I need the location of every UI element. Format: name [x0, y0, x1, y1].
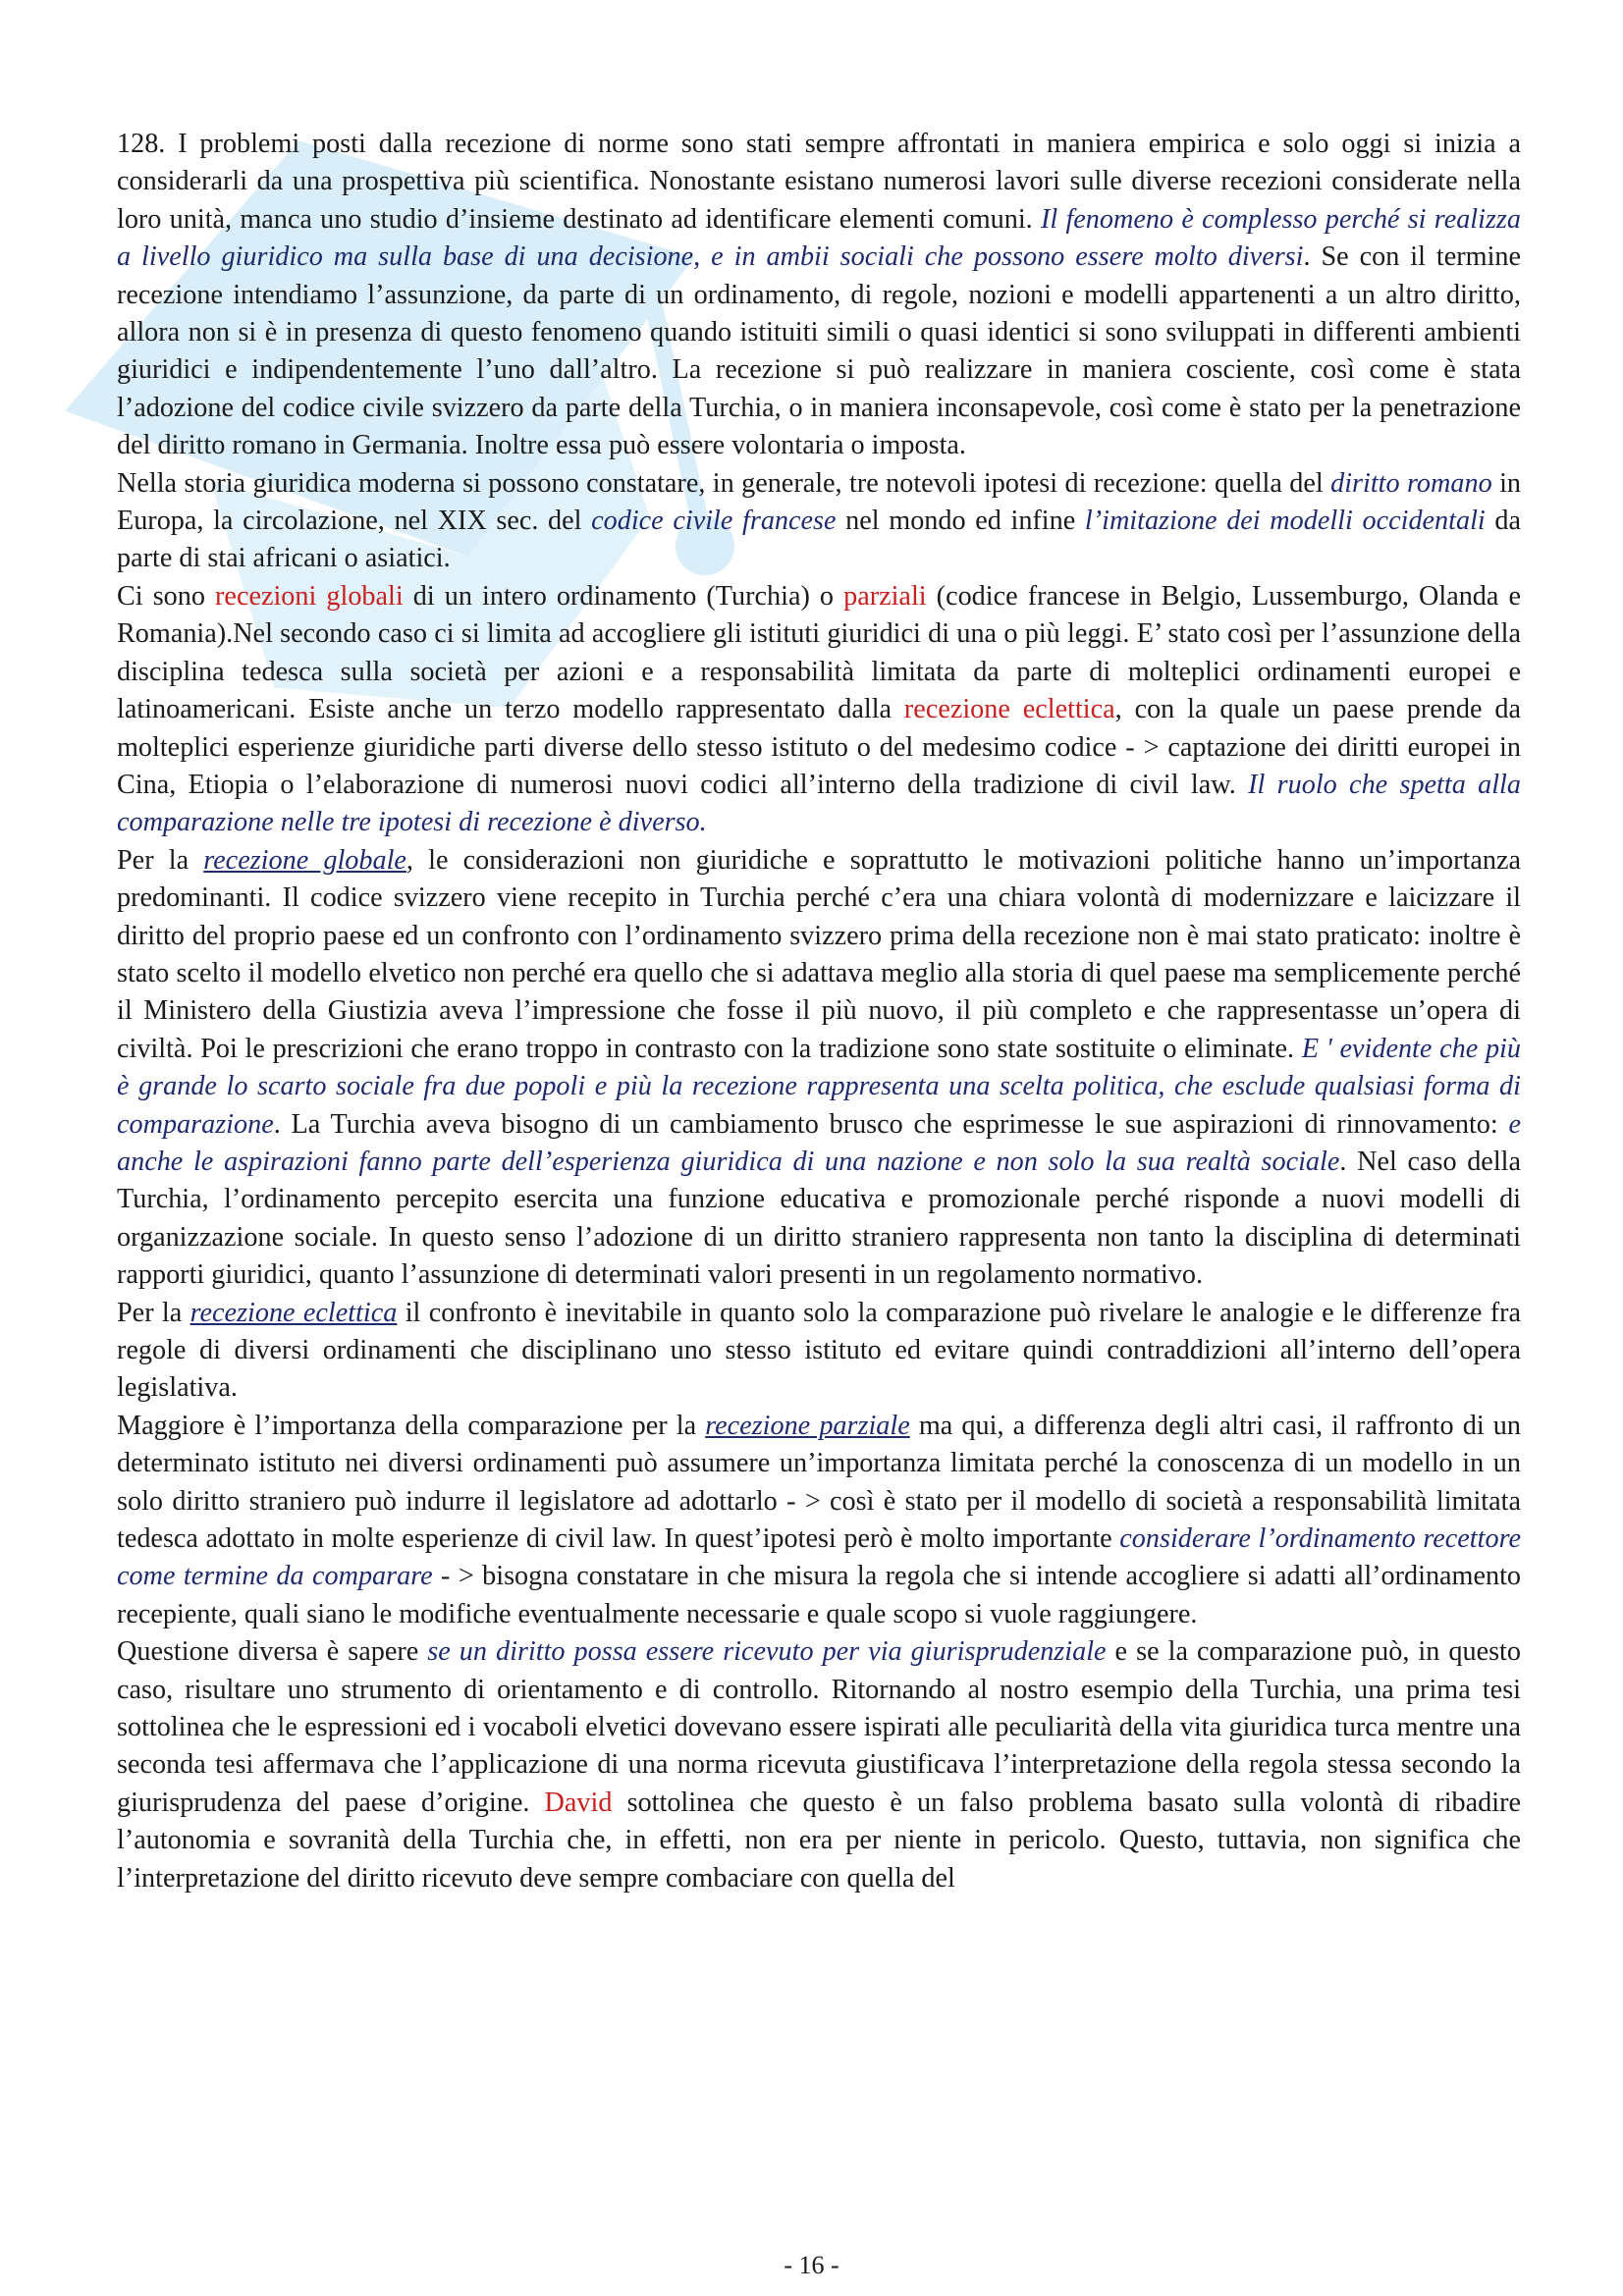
highlighted-term: David — [544, 1787, 613, 1818]
underlined-term: recezione eclettica — [189, 1297, 398, 1328]
italic-emphasis: Il fenomeno è complesso perché si realizza a livello giuridico ma sulla base di una decisione, e in ambii sociali che possono essere molto diversi — [117, 203, 1521, 273]
italic-emphasis: e anche le aspirazioni fanno parte dell’esperienza giuridica di una nazione e non solo la sua realtà sociale — [117, 1108, 1521, 1177]
text-run: sottolinea che questo è un falso problema basato sulla volontà di ribadire l’autonomia e sovranità della Turchia che, in effetti, non era per niente in pericolo. Questo, tuttavia, non significa che l’interpretazione del diritto ricevuto deve sempre combaciare con quella del — [117, 1787, 1521, 1894]
highlighted-term: recezione eclettica — [903, 694, 1115, 725]
text-run: (codice francese in Belgio, Lussemburgo, Olanda e Romania).Nel secondo caso ci si limita ad accogliere gli istituti giuridici di una o più leggi. E’ stato così per l’assunzione della disciplina tedesca sulla società per azioni e a responsabilità limitata da parte di molteplici ordinamenti europei e latinoamericani. Esiste anche un terzo modello rappresentato dalla — [117, 580, 1521, 725]
italic-emphasis: E ' evidente che più è grande lo scarto sociale fra due popoli e più la recezione rappresenta una scelta politica, che esclude qualsiasi forma di comparazione — [117, 1033, 1521, 1140]
paragraph — [117, 1633, 1521, 1897]
text-run: . Nel caso della Turchia, l’ordinamento percepito esercita una funzione educativa e promozionale perché risponde a nuovi modelli di organizzazione sociale. In questo senso l’adozione di un diritto straniero rappresenta non tanto la disciplina di determinati rapporti giuridici, quanto l’assunzione di determinati valori presenti in un regolamento normativo. — [117, 1146, 1521, 1291]
page-number: - 16 - — [784, 2251, 839, 2279]
text-run: Maggiore è l’importanza della comparazione per la — [117, 1410, 706, 1441]
paragraph — [117, 842, 1521, 1295]
text-run: . Se con il termine recezione intendiamo l’assunzione, da parte di un ordinamento, di regole, nozioni e modelli appartenenti a un altro diritto, allora non si è in presenza di questo fenomeno quando istituiti simili o quasi identici si sono sviluppati in differenti ambienti giuridici e indipendentemente l’uno dall’altro. La recezione si può realizzare in maniera cosciente, così come è stata l’adozione del codice civile svizzero da parte della Turchia, o in maniera inconsapevole, così come è stato per la penetrazione del diritto romano in Germania. Inoltre essa può essere volontaria o imposta. — [117, 241, 1522, 461]
italic-emphasis: codice civile francese — [591, 506, 837, 537]
text-run: in Europa, la circolazione, nel XIX sec. del — [117, 467, 1521, 537]
paragraph — [117, 1295, 1521, 1408]
text-run: 128. I problemi posti dalla recezione di norme sono stati sempre affrontati in maniera empirica e solo oggi si inizia a considerarli da una prospettiva più scientifica. Nonostante esistano numerosi lavori sulle diverse recezioni considerate nella loro unità, manca uno studio d’insieme destinato ad identificare elementi comuni. — [117, 129, 1521, 235]
text-run: nel mondo ed infine — [836, 506, 1085, 537]
text-run: . La Turchia aveva bisogno di un cambiamento brusco che esprimesse le sue aspirazioni di rinnovamento: — [273, 1108, 1509, 1140]
paragraph — [117, 578, 1521, 842]
italic-emphasis: Il ruolo che spetta alla comparazione nelle tre ipotesi di recezione è diverso. — [117, 769, 1521, 838]
text-run: - > bisogna constatare in che misura la regola che si intende accogliere si adatti all’ordinamento recepiente, quali siano le modifiche eventualmente necessarie e quale scopo si vuole raggiungere. — [117, 1561, 1521, 1629]
italic-emphasis: se un diritto possa essere ricevuto per via giurisprudenziale — [427, 1636, 1107, 1668]
underlined-term: recezione globale — [203, 844, 406, 876]
highlighted-term: recezioni globali — [215, 580, 404, 612]
paragraph — [117, 1408, 1521, 1633]
text-run: , con la quale un paese prende da molteplici esperienze giuridiche parti diverse dello stesso istituto o del medesimo codice - > captazione dei diritti europei in Cina, Etiopia o l’elaborazione di numerosi nuovi codici all’interno della tradizione di civil law. — [117, 694, 1521, 800]
italic-emphasis: diritto romano — [1330, 467, 1492, 499]
text-run: ma qui, a differenza degli altri casi, il raffronto di un determinato istituto nei diversi ordinamenti può assumere un’importanza limitata perché la conoscenza di un modello in un solo diritto straniero può indurre il legislatore ad adottarlo - > così è stato per il modello di società a responsabilità limitata tedesca adottato in molte esperienze di civil law. In quest’ipotesi però è molto importante — [117, 1410, 1521, 1555]
paragraph — [117, 126, 1521, 465]
underlined-term: recezione parziale — [705, 1410, 910, 1441]
text-run: e se la comparazione può, in questo caso, risultare uno strumento di orientamento e di controllo. Ritornando al nostro esempio della Turchia, una prima tesi sottolinea che le espressioni ed i vocaboli elvetici dovevano essere ispirati alle peculiarità della vita giuridica turca mentre una seconda tesi affermava che l’applicazione di una norma ricevuta giustificava l’interpretazione della regola stessa secondo la giurisprudenza del paese d’origine. — [117, 1636, 1521, 1818]
italic-emphasis: l’imitazione dei modelli occidentali — [1084, 506, 1486, 537]
text-run: di un intero ordinamento (Turchia) o — [403, 580, 844, 612]
text-run: da parte di stai africani o asiatici. — [117, 506, 1521, 574]
text-run: Nella storia giuridica moderna si possono constatare, in generale, tre notevoli ipotesi di recezione: quella del — [117, 467, 1331, 499]
document-body — [117, 126, 1521, 1897]
text-run: Per la — [117, 1297, 190, 1328]
text-run: Ci sono — [117, 580, 216, 612]
text-run: il confronto è inevitabile in quanto solo la comparazione può rivelare le analogie e le differenze fra regole di diversi ordinamenti che disciplinano uno stesso istituto ed evitare quindi contraddizioni all’interno dell’opera legislativa. — [117, 1297, 1521, 1404]
text-run: , le considerazioni non giuridiche e soprattutto le motivazioni politiche hanno un’importanza predominanti. Il codice svizzero viene recepito in Turchia perché c’era una chiara volontà di modernizzare e laicizzare il diritto del proprio paese ed un confronto con l’ordinamento svizzero prima della recezione non è mai stato praticato: inoltre è stato scelto il modello elvetico non perché era quello che si adattava meglio alla storia di quel paese ma semplicemente perché il Ministero della Giustizia aveva l’impressione che fosse il più nuovo, il più completo e che rappresentasse un’opera di civiltà. Poi le prescrizioni che erano troppo in contrasto con la tradizione sono state sostituite o eliminate. — [117, 844, 1521, 1064]
text-run: Questione diversa è sapere — [117, 1636, 428, 1668]
paragraph — [117, 465, 1521, 578]
highlighted-term: parziali — [843, 580, 927, 612]
italic-emphasis: considerare l’ordinamento recettore come termine da comparare — [117, 1523, 1522, 1592]
text-run: Per la — [117, 844, 204, 876]
